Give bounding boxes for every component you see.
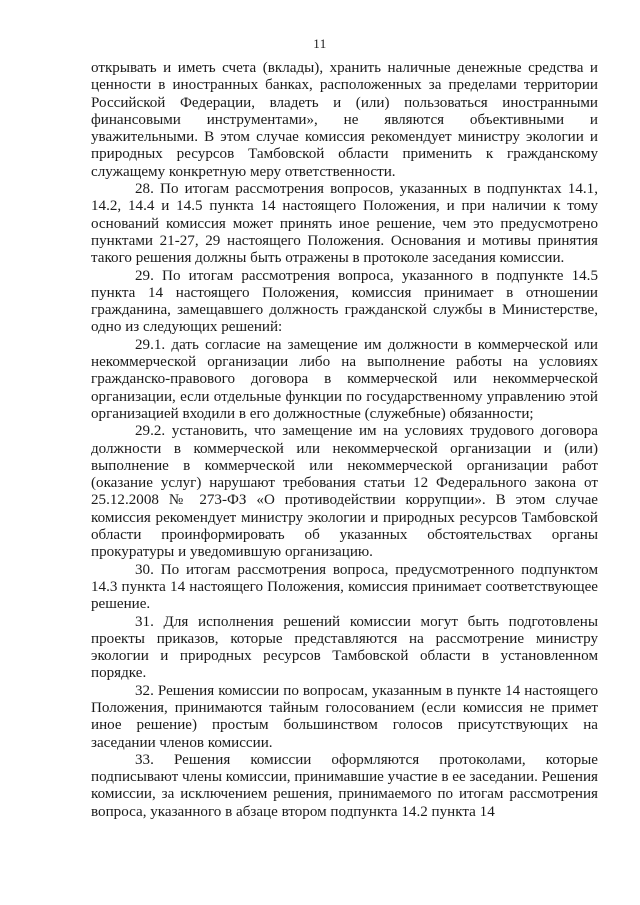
paragraph-item-28: 28. По итогам рассмотрения вопросов, указанных в подпунктах 14.1, 14.2, 14.4 и 14.5 пункта 14 настоящего Положения, и при наличии к тому оснований комиссия может принять иное решение, чем это предусмотрено пунктами 21-27, 29 настоящего Положения. Основания и мотивы принятия такого решения должны быть отражены в протоколе заседания комиссии. xyxy=(91,181,598,267)
page-number: 11 xyxy=(313,36,327,51)
paragraph-continuation: открывать и иметь счета (вклады), хранить наличные денежные средства и ценности в иностранных банках, расположенных за пределами территории Российской Федерации, владеть и (или) пользоваться иностранными финансовыми инструментами», не являются объективными и уважительными. В этом случае комиссия рекомендует министру экологии и природных ресурсов Тамбовской области применить к гражданскому служащему конкретную меру ответственности. xyxy=(91,60,598,180)
document-body xyxy=(91,60,598,821)
paragraph-item-32: 32. Решения комиссии по вопросам, указанным в пункте 14 настоящего Положения, принимаются тайным голосованием (если комиссия не примет иное решение) простым большинством голосов присутствующих на заседании членов комиссии. xyxy=(91,682,598,751)
paragraph-item-31: 31. Для исполнения решений комиссии могут быть подготовлены проекты приказов, которые представляются на рассмотрение министру экологии и природных ресурсов Тамбовской области в установленном порядке. xyxy=(91,613,598,682)
paragraph-item-30: 30. По итогам рассмотрения вопроса, предусмотренного подпунктом 14.3 пункта 14 настоящего Положения, комиссия принимает соответствующее решение. xyxy=(91,561,598,613)
paragraph-item-29: 29. По итогам рассмотрения вопроса, указанного в подпункте 14.5 пункта 14 настоящего Положения, комиссия принимает в отношении гражданина, замещавшего должность гражданской службы в Министерстве, одно из следующих решений: xyxy=(91,267,598,336)
paragraph-item-29-1: 29.1. дать согласие на замещение им должности в коммерческой или некоммерческой организации либо на выполнение работы на условиях гражданско-правового договора в коммерческой или некоммерческой организации, если отдельные функции по государственному управлению этой организацией входили в его должностные (служебные) обязанности; xyxy=(91,336,598,422)
paragraph-item-29-2: 29.2. установить, что замещение им на условиях трудового договора должности в коммерческой или некоммерческой организации и (или) выполнение в коммерческой или некоммерческой организации работ (оказание услуг) нарушают требования статьи 12 Федерального закона от 25.12.2008 № 273-ФЗ «О противодействии коррупции». В этом случае комиссия рекомендует министру экологии и природных ресурсов Тамбовской области проинформировать об указанных обстоятельствах органы прокуратуры и уведомившую организацию. xyxy=(91,423,598,561)
paragraph-item-33: 33. Решения комиссии оформляются протоколами, которые подписывают члены комиссии, принимавшие участие в ее заседании. Решения комиссии, за исключением решения, принимаемого по итогам рассмотрения вопроса, указанного в абзаце втором подпункта 14.2 пункта 14 xyxy=(91,751,598,820)
